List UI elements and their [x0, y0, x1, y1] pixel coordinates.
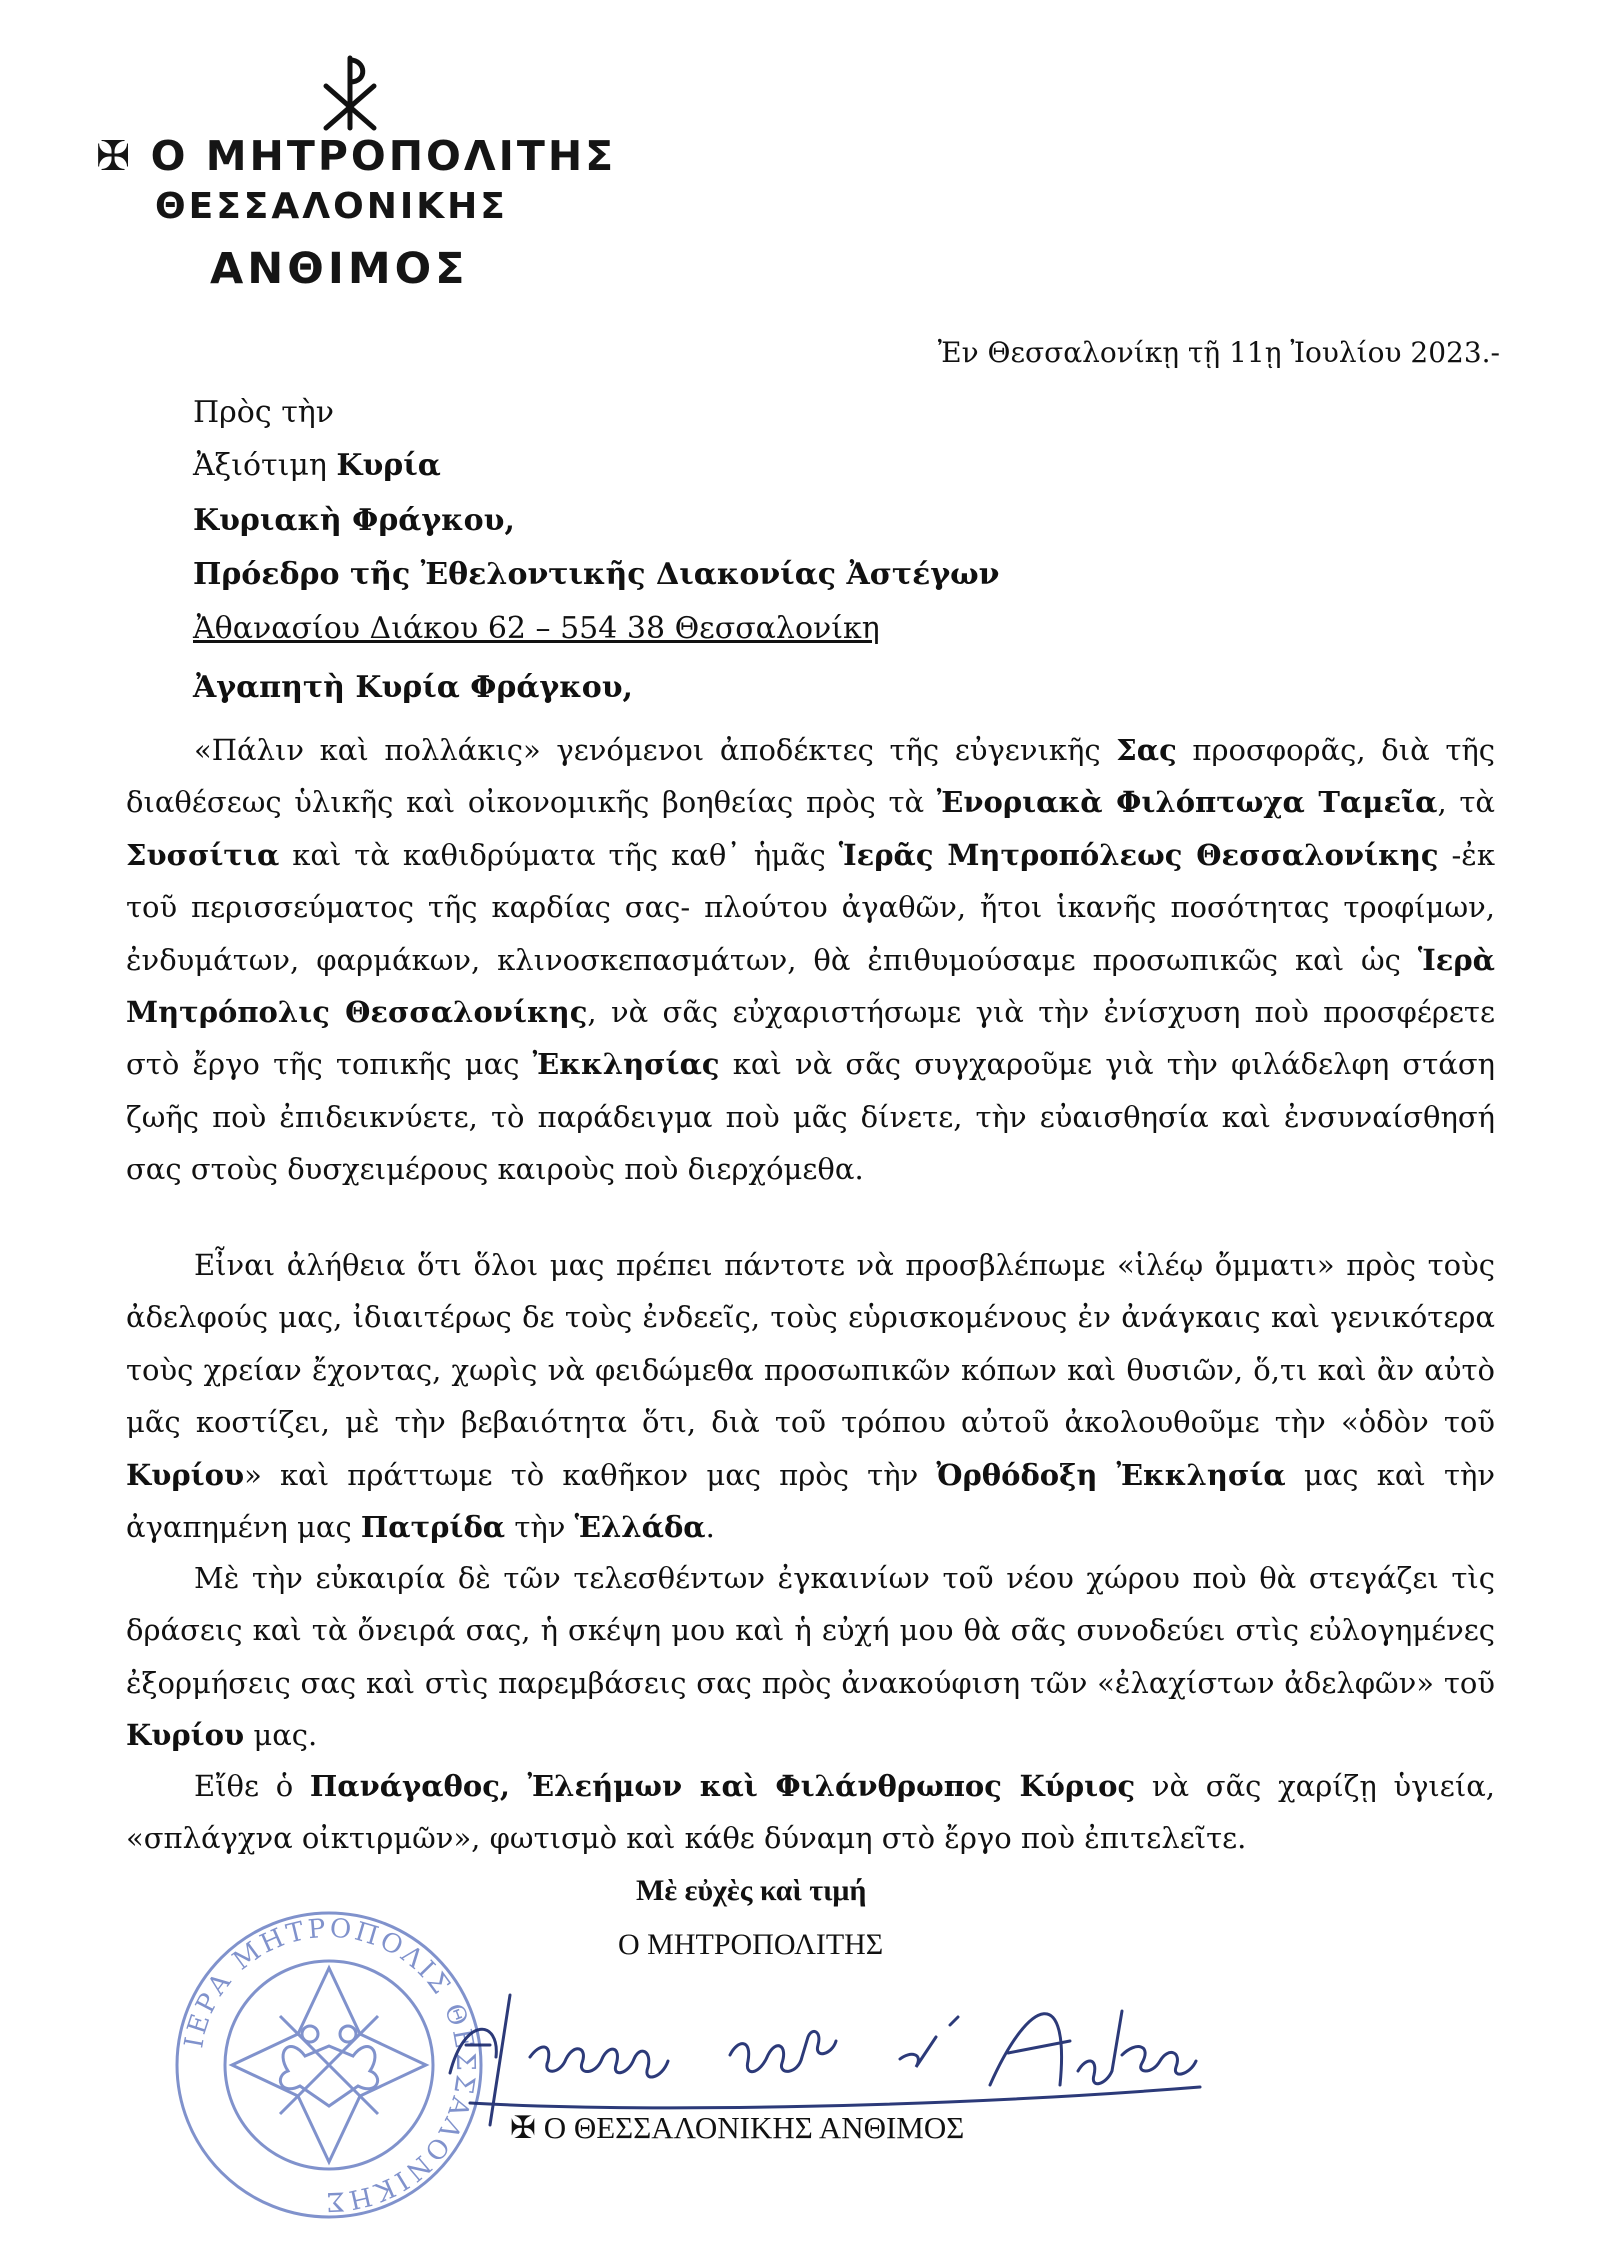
recipient-name: Κυριακὴ Φράγκου,	[193, 503, 515, 538]
bold-text-run: Ἱερὰ Μητρόπολις Θεσσαλονίκης	[126, 942, 1495, 1030]
bold-text-run: Σας	[1116, 733, 1177, 767]
recipient-position: Πρόεδρο τῆς Ἐθελοντικῆς Διακονίας Ἀστέγων	[193, 557, 1000, 592]
letterhead-name: ΑΝΘΙΜΟΣ	[210, 244, 469, 294]
letterhead-title: ✠ Ο ΜΗΤΡΟΠΟΛΙΤΗΣ	[96, 132, 617, 180]
salutation: Ἀγαπητὴ Κυρία Φράγκου,	[193, 670, 633, 705]
text-run: καὶ νὰ σᾶς συγχαροῦμε γιὰ τὴν φιλάδελφη στάση ζωῆς ποὺ ἐπιδεικνύετε, τὸ παράδειγμα ποὺ μᾶς δίνετε, τὴν εὐαισθησία καὶ ἐνσυναίσθησή σας στοὺς δυσχειμέρους καιροὺς ποὺ διερχόμεθα.	[126, 1047, 1495, 1187]
text-run: μας.	[244, 1718, 318, 1753]
text-run: προσφορᾶς, διὰ τῆς διαθέσεως ὑλικῆς καὶ οἰκονομικῆς βοηθείας πρὸς τὰ	[126, 733, 1496, 820]
body-paragraph-1	[126, 724, 1495, 1196]
recipient-line: Πρὸς τὴν	[193, 395, 335, 430]
bold-text-run: Πανάγαθος, Ἐλεήμων καὶ Φιλάνθρωπος Κύριος	[309, 1769, 1136, 1803]
body-paragraph-2	[126, 1239, 1495, 1553]
chi-rho-emblem-icon	[318, 52, 382, 132]
text-run: τὴν	[505, 1510, 575, 1545]
bold-text-run: Συσσίτια	[126, 837, 280, 872]
svg-text:ΙΕΡΑ ΜΗΤΡΟΠΟΛΙΣ ΘΕΣΣΑΛΟΝΙΚΗΣ: ΙΕΡΑ ΜΗΤΡΟΠΟΛΙΣ ΘΕΣΣΑΛΟΝΙΚΗΣ	[179, 1913, 481, 2217]
text-run: νὰ σᾶς χαρίζῃ ὑγιεία, «σπλάγχνα οἰκτιρμῶν», φωτισμὸ καὶ κάθε δύναμη στὸ ἔργο ποὺ ἐπιτελεῖτε.	[126, 1769, 1496, 1856]
text-run: .	[705, 1510, 715, 1545]
bold-text-run: Ἑλλάδα	[574, 1510, 706, 1545]
closing-wishes: Μὲ εὐχὲς καὶ τιμή	[636, 1874, 867, 1907]
body-paragraph-4	[126, 1760, 1495, 1865]
text-run: Εἶναι ἀλήθεια ὅτι ὅλοι μας πρέπει πάντοτε νὰ προσβλέπωμε «ἱλέῳ ὄμματι» πρὸς τοὺς ἀδελφούς μας, ἰδιαιτέρως δε τοὺς ἐνδεεῖς, τοὺς εὑρισκομένους ἐν ἀνάγκαις καὶ γενικότερα τοὺς χρείαν ἔχοντας, χωρὶς νὰ φειδώμεθα προσωπικῶν κόπων καὶ θυσιῶν, ὅ,τι καὶ ἂν αὐτὸ μᾶς κοστίζει, μὲ τὴν βεβαιότητα ὅτι, διὰ τοῦ τρόπου αὐτοῦ ἀκολουθοῦμε τὴν «ὁδὸν τοῦ	[126, 1248, 1495, 1440]
text-run: μας καὶ τὴν ἀγαπημένη μας	[126, 1457, 1495, 1545]
recipient-line	[193, 448, 441, 483]
closing-title: Ο ΜΗΤΡΟΠΟΛΙΤΗΣ	[618, 1928, 884, 1961]
letter-date: Ἐν Θεσσαλονίκῃ τῇ 11ῃ Ἰουλίου 2023.-	[937, 336, 1500, 369]
letterhead-see: ΘΕΣΣΑΛΟΝΙΚΗΣ	[155, 186, 508, 227]
text-run: «Πάλιν καὶ πολλάκις» γενόμενοι ἀποδέκτες τῆς εὐγενικῆς	[194, 733, 1117, 767]
bold-text-run: Ἐνοριακὰ Φιλόπτωχα Ταμεῖα	[936, 785, 1438, 820]
text-run: -ἐκ τοῦ περισσεύματος τῆς καρδίας σας- πλούτου ἀγαθῶν, ἤτοι ἱκανῆς ποσότητας τροφίμων, ἐνδυμάτων, φαρμάκων, κλινοσκεπασμάτων, θὰ ἐπιθυμούσαμε προσωπικῶς καὶ ὡς	[126, 837, 1495, 977]
recipient-honorific: Ἀξιότιμη	[193, 448, 337, 483]
text-run: Μὲ τὴν εὐκαιρία δὲ τῶν τελεσθέντων ἐγκαινίων τοῦ νέου χώρου ποὺ θὰ στεγάζει τὶς δράσεις καὶ τὰ ὄνειρά σας, ἡ σκέψη μου καὶ ἡ εὐχή μου θὰ σᾶς συνοδεύει στὶς εὐλογημένες ἐξορμήσεις σας καὶ στὶς παρεμβάσεις σας πρὸς ἀνακούφιση τῶν «ἐλαχίστων ἀδελφῶν» τοῦ	[126, 1561, 1495, 1700]
text-run: Εἴθε ὁ	[194, 1769, 310, 1803]
body-paragraph-3	[126, 1552, 1495, 1762]
recipient-address: Ἀθανασίου Διάκου 62 – 554 38 Θεσσαλονίκη	[193, 611, 880, 646]
bold-text-run: Πατρίδα	[360, 1510, 506, 1545]
text-run: καὶ τὰ καθιδρύματα τῆς καθ᾿ ἡμᾶς	[279, 837, 839, 872]
bold-text-run: Κυρίου	[126, 1718, 245, 1753]
bold-text-run: Ὀρθόδοξη Ἐκκλησία	[936, 1457, 1286, 1492]
text-run: , τὰ	[1437, 785, 1495, 820]
bold-text-run: Ἱερᾶς Μητροπόλεως Θεσσαλονίκης	[838, 837, 1439, 872]
text-run: » καὶ πράττωμε τὸ καθῆκον μας πρὸς τὴν	[244, 1457, 937, 1492]
bold-text-run: Ἐκκλησίας	[532, 1047, 720, 1082]
bold-text-run: Κυρίου	[126, 1457, 245, 1492]
recipient-title: Κυρία	[336, 448, 441, 483]
text-run: , νὰ σᾶς εὐχαριστήσωμε γιὰ τὴν ἐνίσχυση ποὺ προσφέρετε στὸ ἔργο τῆς τοπικῆς μας	[126, 995, 1495, 1082]
signatory-name: ✠ Ο ΘΕΣΣΑΛΟΝΙΚΗΣ ΑΝΘΙΜΟΣ	[510, 2110, 965, 2145]
